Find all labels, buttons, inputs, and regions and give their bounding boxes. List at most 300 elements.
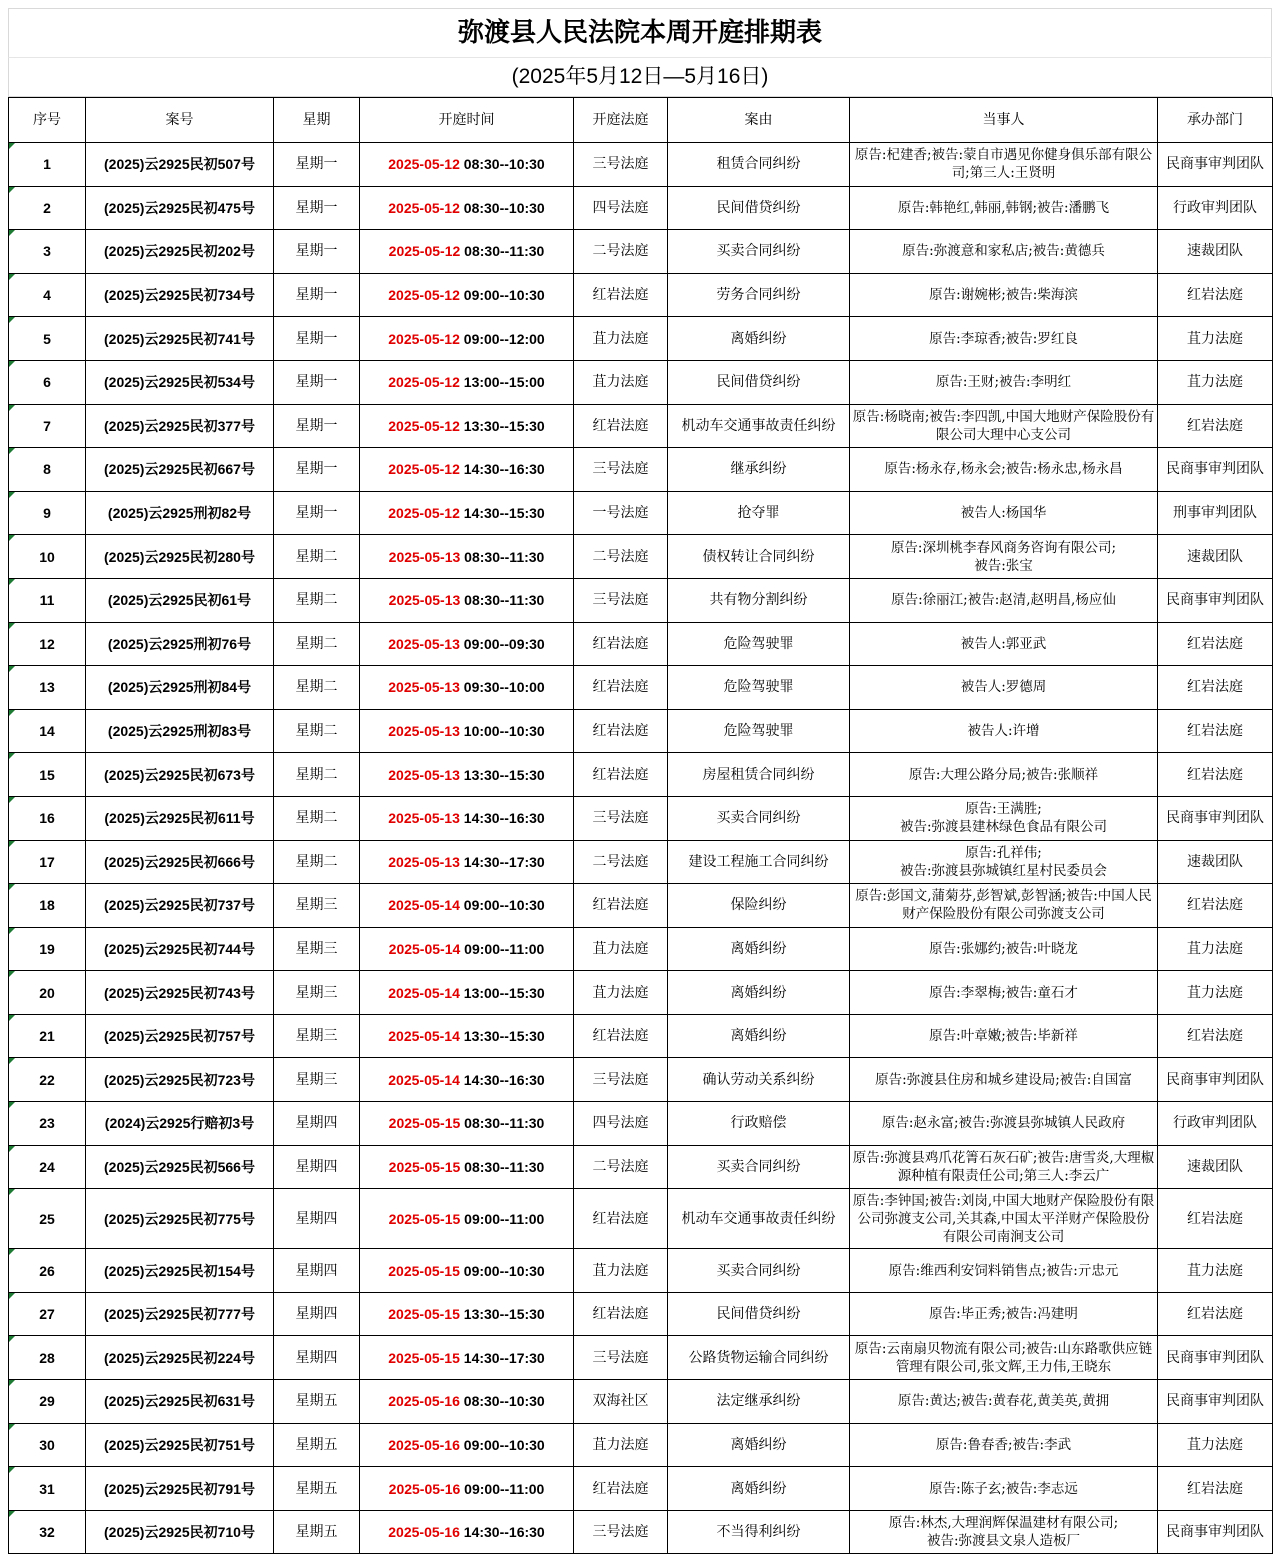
row-dept: 速裁团队	[1158, 535, 1273, 579]
row-parties: 原告:弥渡县住房和城乡建设局;被告:自国富	[850, 1058, 1158, 1102]
row-parties: 原告:杨永存,杨永会;被告:杨永忠,杨永昌	[850, 448, 1158, 492]
row-cause: 买卖合同纠纷	[668, 1145, 850, 1189]
table-row	[9, 1380, 1273, 1424]
row-weekday: 星期五	[274, 1467, 360, 1511]
row-time-range: 13:30--15:30	[463, 1306, 545, 1323]
row-time-range: 08:30--11:30	[464, 1158, 545, 1175]
row-case-number: (2025)云2925民初710号	[86, 1510, 274, 1554]
row-weekday: 星期二	[274, 578, 360, 622]
row-date: 2025-05-15	[388, 1210, 461, 1227]
row-time	[360, 143, 574, 187]
row-date: 2025-05-12	[388, 156, 460, 173]
row-case-number: (2025)云2925民初757号	[86, 1014, 274, 1058]
row-no: 2	[9, 186, 86, 230]
table-row	[9, 317, 1273, 361]
row-time	[360, 884, 574, 928]
row-time	[360, 796, 574, 840]
table-row	[9, 753, 1273, 797]
row-cause: 建设工程施工合同纠纷	[668, 840, 850, 884]
row-case-number: (2025)云2925民初507号	[86, 143, 274, 187]
table-row	[9, 1423, 1273, 1467]
row-weekday: 星期一	[274, 448, 360, 492]
row-time-range: 09:00--09:30	[463, 635, 545, 652]
table-row	[9, 1102, 1273, 1146]
row-cause: 危险驾驶罪	[668, 666, 850, 710]
row-time-range: 13:30--15:30	[463, 417, 545, 434]
header-row	[9, 98, 1273, 143]
table-row	[9, 273, 1273, 317]
row-dept: 红岩法庭	[1158, 753, 1273, 797]
row-parties: 原告:李钟国;被告:刘岗,中国大地财产保险股份有限公司弥渡支公司,关其森,中国太平洋财产保险股份有限公司南涧支公司	[850, 1189, 1158, 1249]
row-court: 红岩法庭	[574, 666, 668, 710]
header-weekday: 星期	[274, 98, 360, 143]
row-no: 13	[9, 666, 86, 710]
row-case-number: (2025)云2925刑初76号	[86, 622, 274, 666]
row-weekday: 星期二	[274, 535, 360, 579]
row-weekday: 星期四	[274, 1189, 360, 1249]
row-weekday: 星期二	[274, 753, 360, 797]
row-time-range: 14:30--16:30	[463, 1071, 545, 1088]
row-cause: 劳务合同纠纷	[668, 273, 850, 317]
row-cause: 保险纠纷	[668, 884, 850, 928]
row-case-number: (2025)云2925民初751号	[86, 1423, 274, 1467]
row-weekday: 星期四	[274, 1336, 360, 1380]
row-dept: 民商事审判团队	[1158, 143, 1273, 187]
row-cause: 租赁合同纠纷	[668, 143, 850, 187]
row-no: 1	[9, 143, 86, 187]
row-time	[360, 404, 574, 448]
row-weekday: 星期四	[274, 1102, 360, 1146]
row-time-range: 09:00--10:30	[463, 897, 545, 914]
row-cause: 离婚纠纷	[668, 927, 850, 971]
row-time	[360, 709, 574, 753]
table-row	[9, 884, 1273, 928]
row-dept: 苴力法庭	[1158, 971, 1273, 1015]
row-time	[360, 1336, 574, 1380]
row-parties: 原告:林杰,大理润辉保温建材有限公司; 被告:弥渡县文泉人造板厂	[850, 1510, 1158, 1554]
row-weekday: 星期一	[274, 491, 360, 535]
row-cause: 机动车交通事故责任纠纷	[668, 1189, 850, 1249]
row-parties: 原告:孔祥伟; 被告:弥渡县弥城镇红星村民委员会	[850, 840, 1158, 884]
row-parties: 原告:弥渡县鸡爪花箐石灰石矿;被告:唐雪炎,大理椒源种植有限责任公司;第三人:李云广	[850, 1145, 1158, 1189]
table-row	[9, 578, 1273, 622]
row-dept: 红岩法庭	[1158, 666, 1273, 710]
row-case-number: (2025)云2925民初534号	[86, 360, 274, 404]
row-parties: 原告:王财;被告:李明红	[850, 360, 1158, 404]
row-cause: 离婚纠纷	[668, 1467, 850, 1511]
table-row	[9, 1336, 1273, 1380]
row-court: 三号法庭	[574, 1058, 668, 1102]
row-parties: 原告:黄达;被告:黄春花,黄美英,黄拥	[850, 1380, 1158, 1424]
row-cause: 共有物分割纠纷	[668, 578, 850, 622]
row-time-range: 09:00--12:00	[463, 330, 545, 347]
row-court: 三号法庭	[574, 143, 668, 187]
row-court: 红岩法庭	[574, 1467, 668, 1511]
row-no: 21	[9, 1014, 86, 1058]
row-date: 2025-05-16	[388, 1524, 460, 1541]
schedule-sheet	[8, 8, 1272, 1554]
row-no: 18	[9, 884, 86, 928]
row-cause: 确认劳动关系纠纷	[668, 1058, 850, 1102]
row-no: 12	[9, 622, 86, 666]
row-time	[360, 1189, 574, 1249]
row-weekday: 星期一	[274, 143, 360, 187]
row-dept: 苴力法庭	[1158, 927, 1273, 971]
row-parties: 原告:李翠梅;被告:童石才	[850, 971, 1158, 1015]
table-row	[9, 1510, 1273, 1554]
row-court: 三号法庭	[574, 1510, 668, 1554]
table-row	[9, 1189, 1273, 1249]
row-court: 三号法庭	[574, 1336, 668, 1380]
row-time-range: 08:30--10:30	[463, 156, 545, 173]
row-time-range: 14:30--17:30	[463, 1349, 545, 1366]
row-time	[360, 1380, 574, 1424]
row-court: 苴力法庭	[574, 1249, 668, 1293]
row-date: 2025-05-14	[388, 897, 460, 914]
row-date: 2025-05-13	[388, 548, 461, 565]
row-weekday: 星期二	[274, 666, 360, 710]
row-cause: 抢夺罪	[668, 491, 850, 535]
row-dept: 民商事审判团队	[1158, 448, 1273, 492]
row-parties: 原告:韩艳红,韩丽,韩钢;被告:潘鹏飞	[850, 186, 1158, 230]
row-court: 二号法庭	[574, 1145, 668, 1189]
row-time-range: 09:00--10:30	[463, 287, 545, 304]
row-parties: 原告:徐丽江;被告:赵清,赵明昌,杨应仙	[850, 578, 1158, 622]
row-date: 2025-05-13	[388, 766, 460, 783]
row-dept: 速裁团队	[1158, 840, 1273, 884]
row-no: 27	[9, 1292, 86, 1336]
row-case-number: (2025)云2925民初723号	[86, 1058, 274, 1102]
row-date: 2025-05-16	[388, 1436, 460, 1453]
row-time	[360, 1423, 574, 1467]
row-time	[360, 1102, 574, 1146]
row-parties: 原告:杞建香;被告:蒙自市遇见你健身俱乐部有限公司;第三人:王贤明	[850, 143, 1158, 187]
row-cause: 买卖合同纠纷	[668, 1249, 850, 1293]
row-cause: 法定继承纠纷	[668, 1380, 850, 1424]
row-time	[360, 1058, 574, 1102]
header-dept: 承办部门	[1158, 98, 1273, 143]
row-case-number: (2025)云2925民初744号	[86, 927, 274, 971]
table-row	[9, 491, 1273, 535]
row-dept: 苴力法庭	[1158, 1249, 1273, 1293]
table-row	[9, 1145, 1273, 1189]
table-row	[9, 1249, 1273, 1293]
row-cause: 买卖合同纠纷	[668, 796, 850, 840]
row-time	[360, 1249, 574, 1293]
row-time-range: 14:30--15:30	[463, 505, 545, 522]
table-row	[9, 360, 1273, 404]
row-time	[360, 840, 574, 884]
row-no: 7	[9, 404, 86, 448]
row-no: 14	[9, 709, 86, 753]
row-parties: 被告人:罗德周	[850, 666, 1158, 710]
row-case-number: (2025)云2925民初667号	[86, 448, 274, 492]
row-time	[360, 666, 574, 710]
row-dept: 苴力法庭	[1158, 360, 1273, 404]
row-weekday: 星期五	[274, 1423, 360, 1467]
row-parties: 原告:杨晓南;被告:李四凯,中国大地财产保险股份有限公司大理中心支公司	[850, 404, 1158, 448]
row-parties: 被告人:许增	[850, 709, 1158, 753]
row-parties: 原告:陈子玄;被告:李志远	[850, 1467, 1158, 1511]
row-parties: 原告:毕正秀;被告:冯建明	[850, 1292, 1158, 1336]
row-dept: 行政审判团队	[1158, 1102, 1273, 1146]
row-dept: 苴力法庭	[1158, 317, 1273, 361]
row-court: 三号法庭	[574, 796, 668, 840]
row-case-number: (2025)云2925民初280号	[86, 535, 274, 579]
row-no: 30	[9, 1423, 86, 1467]
row-time-range: 14:30--16:30	[463, 810, 545, 827]
row-time	[360, 230, 574, 274]
row-case-number: (2025)云2925民初775号	[86, 1189, 274, 1249]
row-case-number: (2025)云2925民初666号	[86, 840, 274, 884]
row-date: 2025-05-15	[388, 1158, 461, 1175]
row-date: 2025-05-12	[388, 461, 460, 478]
row-time-range: 08:30--11:30	[464, 592, 545, 609]
row-case-number: (2025)云2925刑初83号	[86, 709, 274, 753]
row-time-range: 08:30--11:30	[464, 1115, 545, 1132]
row-time-range: 13:30--15:30	[463, 766, 545, 783]
row-time	[360, 971, 574, 1015]
row-parties: 原告:赵永富;被告:弥渡县弥城镇人民政府	[850, 1102, 1158, 1146]
row-parties: 原告:深圳桃李春风商务咨询有限公司; 被告:张宝	[850, 535, 1158, 579]
row-dept: 红岩法庭	[1158, 1189, 1273, 1249]
row-case-number: (2025)云2925民初611号	[86, 796, 274, 840]
row-court: 红岩法庭	[574, 404, 668, 448]
row-time	[360, 491, 574, 535]
row-dept: 速裁团队	[1158, 1145, 1273, 1189]
row-weekday: 星期二	[274, 796, 360, 840]
row-time	[360, 535, 574, 579]
row-court: 红岩法庭	[574, 884, 668, 928]
row-time-range: 08:30--11:30	[464, 243, 545, 260]
row-case-number: (2025)云2925民初475号	[86, 186, 274, 230]
row-weekday: 星期二	[274, 622, 360, 666]
row-no: 11	[9, 578, 86, 622]
row-date: 2025-05-13	[388, 723, 460, 740]
page-title: 弥渡县人民法院本周开庭排期表	[8, 8, 1272, 57]
row-cause: 债权转让合同纠纷	[668, 535, 850, 579]
row-time-range: 09:00--10:30	[463, 1436, 545, 1453]
row-court: 二号法庭	[574, 230, 668, 274]
row-case-number: (2025)云2925刑初82号	[86, 491, 274, 535]
row-time-range: 14:30--17:30	[463, 853, 545, 870]
row-no: 15	[9, 753, 86, 797]
row-date: 2025-05-14	[388, 984, 460, 1001]
row-court: 红岩法庭	[574, 273, 668, 317]
row-dept: 红岩法庭	[1158, 622, 1273, 666]
row-no: 3	[9, 230, 86, 274]
row-no: 9	[9, 491, 86, 535]
row-parties: 原告:叶章嫩;被告:毕新祥	[850, 1014, 1158, 1058]
table-row	[9, 796, 1273, 840]
header-case: 案号	[86, 98, 274, 143]
row-date: 2025-05-12	[388, 505, 460, 522]
row-court: 红岩法庭	[574, 1189, 668, 1249]
row-weekday: 星期三	[274, 971, 360, 1015]
row-cause: 离婚纠纷	[668, 971, 850, 1015]
row-court: 苴力法庭	[574, 360, 668, 404]
row-time	[360, 1510, 574, 1554]
row-no: 29	[9, 1380, 86, 1424]
row-date: 2025-05-15	[388, 1262, 460, 1279]
row-case-number: (2025)云2925民初61号	[86, 578, 274, 622]
row-weekday: 星期一	[274, 360, 360, 404]
row-date: 2025-05-13	[388, 853, 460, 870]
row-court: 苴力法庭	[574, 317, 668, 361]
row-time-range: 13:00--15:30	[463, 984, 545, 1001]
row-dept: 红岩法庭	[1158, 273, 1273, 317]
row-court: 苴力法庭	[574, 1423, 668, 1467]
row-cause: 公路货物运输合同纠纷	[668, 1336, 850, 1380]
row-no: 22	[9, 1058, 86, 1102]
row-date: 2025-05-15	[388, 1349, 460, 1366]
row-time-range: 09:00--11:00	[464, 1480, 545, 1497]
row-cause: 民间借贷纠纷	[668, 186, 850, 230]
row-weekday: 星期二	[274, 709, 360, 753]
row-date: 2025-05-12	[388, 330, 460, 347]
row-time	[360, 1292, 574, 1336]
row-weekday: 星期二	[274, 840, 360, 884]
row-time-range: 13:00--15:00	[463, 374, 545, 391]
row-parties: 原告:鲁春香;被告:李武	[850, 1423, 1158, 1467]
row-court: 红岩法庭	[574, 622, 668, 666]
row-time	[360, 753, 574, 797]
table-row	[9, 709, 1273, 753]
row-cause: 离婚纠纷	[668, 1423, 850, 1467]
row-case-number: (2025)云2925民初741号	[86, 317, 274, 361]
row-dept: 民商事审判团队	[1158, 1336, 1273, 1380]
row-time-range: 08:30--10:30	[463, 199, 545, 216]
row-weekday: 星期三	[274, 927, 360, 971]
row-dept: 民商事审判团队	[1158, 1510, 1273, 1554]
row-weekday: 星期一	[274, 186, 360, 230]
row-parties: 原告:大理公路分局;被告:张顺祥	[850, 753, 1158, 797]
row-court: 二号法庭	[574, 840, 668, 884]
row-time	[360, 186, 574, 230]
table-row	[9, 840, 1273, 884]
table-row	[9, 143, 1273, 187]
row-court: 红岩法庭	[574, 1014, 668, 1058]
row-date: 2025-05-13	[388, 592, 461, 609]
row-date: 2025-05-12	[388, 243, 461, 260]
row-no: 31	[9, 1467, 86, 1511]
row-date: 2025-05-13	[388, 635, 460, 652]
row-court: 四号法庭	[574, 186, 668, 230]
row-time-range: 09:00--11:00	[464, 1210, 545, 1227]
row-time-range: 13:30--15:30	[463, 1028, 545, 1045]
row-date: 2025-05-15	[388, 1306, 460, 1323]
row-cause: 买卖合同纠纷	[668, 230, 850, 274]
row-court: 红岩法庭	[574, 1292, 668, 1336]
row-date: 2025-05-14	[388, 940, 461, 957]
row-court: 三号法庭	[574, 448, 668, 492]
row-parties: 原告:云南扇贝物流有限公司;被告:山东路歌供应链管理有限公司,张文辉,王力伟,王晓东	[850, 1336, 1158, 1380]
row-weekday: 星期三	[274, 1058, 360, 1102]
row-weekday: 星期三	[274, 1014, 360, 1058]
row-parties: 被告人:郭亚武	[850, 622, 1158, 666]
table-row	[9, 1014, 1273, 1058]
table-row	[9, 927, 1273, 971]
row-no: 16	[9, 796, 86, 840]
row-no: 6	[9, 360, 86, 404]
row-dept: 行政审判团队	[1158, 186, 1273, 230]
row-court: 三号法庭	[574, 578, 668, 622]
row-cause: 机动车交通事故责任纠纷	[668, 404, 850, 448]
row-cause: 房屋租赁合同纠纷	[668, 753, 850, 797]
row-weekday: 星期四	[274, 1249, 360, 1293]
row-date: 2025-05-12	[388, 417, 460, 434]
row-court: 四号法庭	[574, 1102, 668, 1146]
row-time-range: 09:30--10:00	[463, 679, 545, 696]
row-dept: 速裁团队	[1158, 230, 1273, 274]
row-dept: 红岩法庭	[1158, 1467, 1273, 1511]
row-case-number: (2025)云2925刑初84号	[86, 666, 274, 710]
row-dept: 红岩法庭	[1158, 884, 1273, 928]
row-date: 2025-05-14	[388, 1071, 460, 1088]
row-court: 红岩法庭	[574, 709, 668, 753]
row-dept: 红岩法庭	[1158, 1292, 1273, 1336]
row-cause: 继承纠纷	[668, 448, 850, 492]
row-dept: 红岩法庭	[1158, 1014, 1273, 1058]
row-time-range: 09:00--10:30	[463, 1262, 545, 1279]
row-court: 苴力法庭	[574, 971, 668, 1015]
row-parties: 原告:谢婉彬;被告:柴海滨	[850, 273, 1158, 317]
row-case-number: (2025)云2925民初154号	[86, 1249, 274, 1293]
row-court: 双海社区	[574, 1380, 668, 1424]
table-row	[9, 404, 1273, 448]
row-parties: 原告:张娜约;被告:叶晓龙	[850, 927, 1158, 971]
row-case-number: (2024)云2925行赔初3号	[86, 1102, 274, 1146]
table-row	[9, 535, 1273, 579]
row-no: 24	[9, 1145, 86, 1189]
row-parties: 原告:李琼香;被告:罗红良	[850, 317, 1158, 361]
row-case-number: (2025)云2925民初777号	[86, 1292, 274, 1336]
row-no: 23	[9, 1102, 86, 1146]
row-dept: 红岩法庭	[1158, 404, 1273, 448]
table-row	[9, 1467, 1273, 1511]
row-weekday: 星期一	[274, 230, 360, 274]
row-dept: 民商事审判团队	[1158, 1058, 1273, 1102]
table-row	[9, 230, 1273, 274]
row-time	[360, 1467, 574, 1511]
row-case-number: (2025)云2925民初734号	[86, 273, 274, 317]
row-no: 25	[9, 1189, 86, 1249]
row-date: 2025-05-12	[388, 199, 460, 216]
row-parties: 原告:彭国文,蒲菊芬,彭智斌,彭智涵;被告:中国人民财产保险股份有限公司弥渡支公司	[850, 884, 1158, 928]
row-time-range: 08:30--10:30	[463, 1393, 545, 1410]
row-cause: 不当得利纠纷	[668, 1510, 850, 1554]
row-dept: 民商事审判团队	[1158, 796, 1273, 840]
header-court: 开庭法庭	[574, 98, 668, 143]
table-row	[9, 186, 1273, 230]
row-court: 二号法庭	[574, 535, 668, 579]
row-time-range: 14:30--16:30	[463, 1524, 545, 1541]
row-case-number: (2025)云2925民初673号	[86, 753, 274, 797]
table-row	[9, 448, 1273, 492]
row-date: 2025-05-13	[388, 810, 460, 827]
row-no: 32	[9, 1510, 86, 1554]
row-court: 一号法庭	[574, 491, 668, 535]
row-dept: 民商事审判团队	[1158, 578, 1273, 622]
row-no: 8	[9, 448, 86, 492]
row-weekday: 星期五	[274, 1380, 360, 1424]
row-weekday: 星期五	[274, 1510, 360, 1554]
row-cause: 民间借贷纠纷	[668, 1292, 850, 1336]
row-parties: 原告:弥渡意和家私店;被告:黄德兵	[850, 230, 1158, 274]
row-cause: 离婚纠纷	[668, 1014, 850, 1058]
row-weekday: 星期一	[274, 404, 360, 448]
table-row	[9, 1292, 1273, 1336]
